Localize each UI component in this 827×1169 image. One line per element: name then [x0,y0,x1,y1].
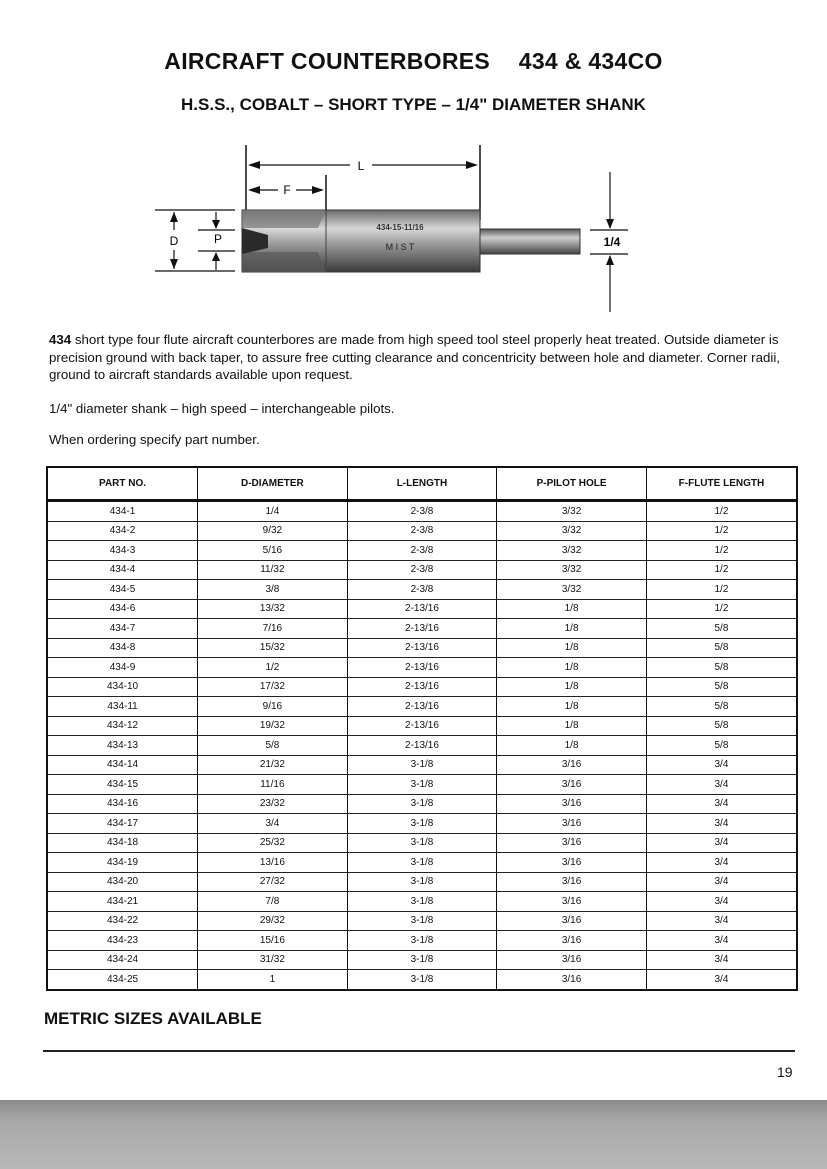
table-cell: 3/16 [497,911,647,931]
table-row [48,755,796,775]
table-cell: 3/4 [646,755,796,775]
table-row [48,501,796,522]
table-cell: 31/32 [198,950,348,970]
table-cell: 3/16 [497,814,647,834]
table-cell: 2-3/8 [347,541,497,561]
table-cell: 3/16 [497,853,647,873]
table-cell: 2-3/8 [347,501,497,522]
table-cell: 434-8 [48,638,198,658]
table-row [48,892,796,912]
table-cell: 3-1/8 [347,853,497,873]
table-cell: 1/8 [497,599,647,619]
table-cell: 2-13/16 [347,619,497,639]
table-cell: 1/8 [497,716,647,736]
table-cell: 1/2 [646,501,796,522]
title-text: AIRCRAFT COUNTERBORES [164,48,491,74]
description [49,331,794,384]
table-cell: 3/4 [646,853,796,873]
table-cell: 5/8 [646,677,796,697]
table-cell: 29/32 [198,911,348,931]
table-cell: 5/16 [198,541,348,561]
description-lead: 434 [49,332,72,347]
table-cell: 7/16 [198,619,348,639]
page-subtitle: H.S.S., COBALT – SHORT TYPE – 1/4" DIAMETER SHANK [181,95,646,114]
table-cell: 3-1/8 [347,931,497,951]
table-cell: 434-9 [48,658,198,678]
dimension-shank [590,172,628,312]
table-cell: 5/8 [646,619,796,639]
table-row [48,560,796,580]
table-cell: 434-13 [48,736,198,756]
table-cell: 3/32 [497,580,647,600]
table-cell: 3-1/8 [347,970,497,989]
table-cell: 2-3/8 [347,560,497,580]
table-cell: 5/8 [646,658,796,678]
table-cell: 27/32 [198,872,348,892]
description-body: short type four flute aircraft counterbores are made from high speed tool steel properly heat treated. Outside diameter is precision ground with back taper, to assure free cutting clearance and concentricity between hole and diameter. Corner radii, ground to aircraft standards available upon request. [49,332,781,382]
table-cell: 2-13/16 [347,599,497,619]
table-cell: 17/32 [198,677,348,697]
sizes-table [46,466,798,991]
table-cell: 434-10 [48,677,198,697]
table-cell: 2-13/16 [347,677,497,697]
table-body [48,501,796,989]
table-cell: 434-17 [48,814,198,834]
table-cell: 434-6 [48,599,198,619]
table-cell: 434-24 [48,950,198,970]
table-cell: 3-1/8 [347,775,497,795]
table-cell: 9/16 [198,697,348,717]
tool-marking: 434-15-11/16 [376,223,424,232]
table-cell: 23/32 [198,794,348,814]
table-row [48,599,796,619]
table-cell: 1/2 [198,658,348,678]
page-title [0,48,827,75]
table-cell: 2-3/8 [347,580,497,600]
table-cell: 15/32 [198,638,348,658]
metric-sizes-note: METRIC SIZES AVAILABLE [44,1009,262,1028]
footer-rule [43,1050,795,1052]
table-cell: 434-11 [48,697,198,717]
table-cell: 1/2 [646,521,796,541]
table-row [48,541,796,561]
table-cell: 3/4 [714,973,729,985]
label-D: D [169,234,179,248]
table-header-row [48,468,796,501]
table-cell: 434-5 [48,580,198,600]
dimension-L [246,145,480,220]
table-cell: 434-25 [48,970,198,989]
table-cell: 1/8 [497,677,647,697]
table-row [48,775,796,795]
table-row [48,677,796,697]
table-cell: 434-4 [48,560,198,580]
table-cell: 434-1 [48,501,198,522]
table-cell: 3/4 [646,911,796,931]
table-cell: 2-13/16 [347,697,497,717]
table-row [48,814,796,834]
table-cell: 2-13/16 [347,716,497,736]
table-cell: 3/16 [497,833,647,853]
table-cell: 3-1/8 [347,755,497,775]
table-row [48,931,796,951]
table-cell: 3-1/8 [347,950,497,970]
page-number: 19 [777,1064,793,1080]
table-cell: 3-1/8 [347,794,497,814]
table-cell: 19/32 [198,716,348,736]
table-cell: 1/2 [646,541,796,561]
table-cell: 434-7 [48,619,198,639]
table-cell: 3/4 [646,872,796,892]
table-row [48,736,796,756]
table-row [48,833,796,853]
table-cell: 3-1/8 [347,814,497,834]
table-cell: 3/4 [646,794,796,814]
table-cell: 434-18 [48,833,198,853]
label-F: F [283,183,291,197]
table-row [48,970,796,989]
table-row [48,716,796,736]
table-cell: 434-23 [48,931,198,951]
header-part-no: PART NO. [48,468,198,501]
table-cell: 7/8 [198,892,348,912]
table-cell: 11/16 [198,775,348,795]
table-cell: 3/16 [497,872,647,892]
tool-brand: M I S T [385,242,415,252]
table-row [48,658,796,678]
counterbore-tool [242,210,580,272]
table-cell: 1/8 [497,619,647,639]
table-cell: 13/16 [198,853,348,873]
table-cell: 434-12 [48,716,198,736]
table-cell: 11/32 [198,560,348,580]
table-cell: 2-13/16 [347,638,497,658]
dimension-D [155,210,235,271]
header-pilot-hole: P-PILOT HOLE [497,468,647,501]
table-cell: 434-14 [48,755,198,775]
label-L: L [357,159,365,173]
table-cell: 1/8 [497,697,647,717]
table-cell: 25/32 [198,833,348,853]
table-cell: 5/8 [646,697,796,717]
table-cell: 2-13/16 [347,658,497,678]
table-row [48,697,796,717]
scan-shadow [0,1100,827,1169]
table-cell: 1/2 [646,599,796,619]
table-cell: 2-3/8 [347,521,497,541]
table-cell: 13/32 [198,599,348,619]
table-cell: 5/8 [646,638,796,658]
table-cell: 3/16 [497,755,647,775]
table-cell: 9/32 [198,521,348,541]
table-row [48,638,796,658]
table-cell: 3/4 [646,833,796,853]
table-cell: 1/8 [497,736,647,756]
table-cell: 434-2 [48,521,198,541]
table-cell: 3/4 [646,814,796,834]
table-cell: 3/16 [497,970,647,989]
table-row [48,911,796,931]
table-cell: 434-20 [48,872,198,892]
table-cell: 3/32 [497,521,647,541]
header-length: L-LENGTH [347,468,497,501]
table-cell: 3/16 [497,931,647,951]
table-cell: 2-13/16 [347,736,497,756]
table-cell: 1/2 [646,580,796,600]
table-cell: 3/32 [497,560,647,580]
table-cell: 3/4 [646,950,796,970]
table-row [48,580,796,600]
table-cell: 434-22 [48,911,198,931]
title-code: 434 & 434CO [518,48,663,74]
table-cell: 3/16 [497,775,647,795]
table-row [48,521,796,541]
header-flute-length: F-FLUTE LENGTH [646,468,796,501]
table-cell: 3-1/8 [347,872,497,892]
ordering-note: When ordering specify part number. [49,432,260,447]
counterbore-diagram [150,140,650,320]
table-cell: 1/8 [497,638,647,658]
table-cell: 434-15 [48,775,198,795]
table-row [48,872,796,892]
header-diameter: D-DIAMETER [198,468,348,501]
table-cell: 15/16 [198,931,348,951]
dimension-F [248,175,326,210]
table-cell: 3/32 [497,541,647,561]
table-cell: 434-21 [48,892,198,912]
table-cell: 434-19 [48,853,198,873]
table-cell: 21/32 [198,755,348,775]
table-cell: 3/4 [646,892,796,912]
table-row [48,619,796,639]
table-row [48,853,796,873]
table-cell: 1/4 [198,501,348,522]
table-cell: 3/4 [198,814,348,834]
table-cell: 434-16 [48,794,198,814]
label-P: P [213,232,223,246]
table-cell: 3/4 [646,775,796,795]
table-cell: 5/8 [646,716,796,736]
shank-note: 1/4" diameter shank – high speed – interchangeable pilots. [49,401,395,416]
table-cell: 3-1/8 [347,833,497,853]
table-cell: 3/16 [497,950,647,970]
dimension-P [198,212,235,270]
table-row [48,950,796,970]
table-cell: 3/32 [497,501,647,522]
table-cell: 1/8 [497,658,647,678]
table-cell: 1/2 [646,560,796,580]
table-cell: 5/8 [198,736,348,756]
table-cell: 3/4 [646,931,796,951]
table-cell: 434-3 [48,541,198,561]
table-cell: 3-1/8 [347,892,497,912]
table-cell: 3-1/8 [347,911,497,931]
table-cell: 5/8 [646,736,796,756]
table-cell: 3/16 [497,794,647,814]
label-shank: 1/4 [603,235,621,249]
table-cell: 3/16 [497,892,647,912]
table-row [48,794,796,814]
table-cell: 1 [198,970,348,989]
table-cell: 3/8 [198,580,348,600]
